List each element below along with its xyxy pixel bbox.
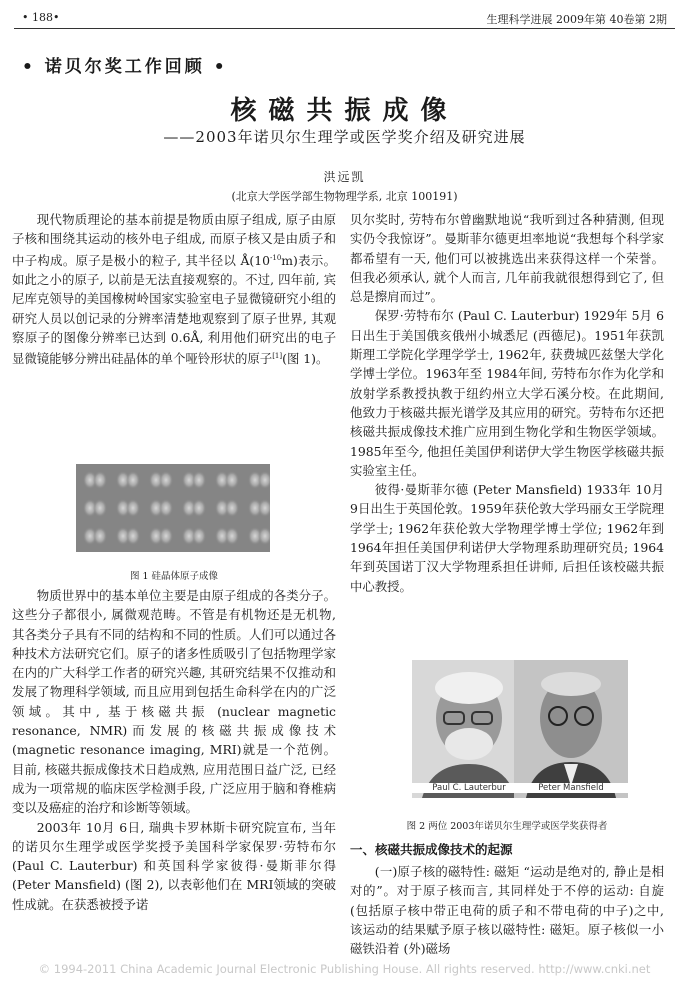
page-number: • 188• — [22, 11, 60, 24]
mansfield-photo — [514, 660, 628, 798]
journal-header: 生理科学进展 2009年第 40卷第 2期 — [486, 13, 667, 26]
atom-blob — [225, 471, 239, 489]
paragraph-quotes: 贝尔奖时, 劳特布尔曾幽默地说“我听到过各种猜测, 但现实仍令我惊讶”。曼斯菲尔德更坦率地说“我想每个科学家都希望有一天, 他们可以被挑选出来获得这样一个荣誉。但我必须承认, 就个人而言, 几年前我就很想得到它了, 但总是擦肩而过”。 — [350, 212, 664, 305]
figure-1-caption: 图 1 硅晶体原子成像 — [129, 571, 219, 582]
left-column-bottom — [12, 586, 336, 914]
citation-ref: [1] — [272, 352, 283, 361]
mansfield-photo-label: Peter Mansfield — [514, 783, 628, 793]
atom-blob — [159, 499, 173, 517]
right-column-bottom — [350, 862, 664, 958]
paragraph-intro: 现代物质理论的基本前提是物质由原子组成, 原子由原子核和围绕其运动的核外电子组成, 而原子核又是由质子和中子构成。原子是极小的粒子, 其半径以 $Å(10^{-10}m)$表示。如此之小的原子, 以前是无法直接观察的。不过, 四年前, 宾尼库克领导的美国橡树岭国家实验室电子显微镜研究小组的研究人员以创记录的分辨率清楚地观察到了原子世界, 其观察原子的图像分辨率已达到 0.6Å, 利用他们研究出的电子显微镜能够分辨出硅晶体的单个哑铃形状的原子[1](图 1)。 — [12, 212, 336, 367]
atom-blob — [126, 499, 140, 517]
paragraph-molecules: 物质世界中的基本单位主要是由原子组成的各类分子。这些分子都很小, 属微观范畴。不管是有机物还是无机物, 其各类分子具有不同的结构和不同的性质。人们可以通过各种技术方法研究它们。原子的诸多性质吸引了包括物理学家在内的广大科学工作者的研究兴趣, 其研究结果不仅推动和发展了物理科学领域, 而且应用到包括生命科学在内的广泛领域。其中, 基于核磁共振 (nuclear magnetic resonance, NMR)而发展的核磁共振成像技术 (magnetic resonance imaging, MRI)就是一个范例。目前, 核磁共振成像技术日趋成熟, 应用范围日益广泛, 已经成为一项常规的临床医学检测手段, 广泛应用于脑和脊椎病变以及癌症的治疗和诊断等领域。 — [12, 588, 336, 816]
atom-blob — [126, 527, 140, 545]
copyright-footer: © 1994-2011 China Academic Journal Electronic Publishing House. All rights reserved. http://www.cnki.net — [38, 962, 651, 976]
header-rule — [14, 28, 675, 29]
section-heading: 一、核磁共振成像技术的起源 — [350, 842, 513, 857]
right-column-top — [350, 210, 664, 596]
atom-blob — [93, 471, 107, 489]
atom-blob — [159, 527, 173, 545]
lauterbur-photo — [412, 660, 526, 798]
atom-blob — [93, 527, 107, 545]
paragraph-magnetic-moment: (一)原子核的磁特性: 磁矩 “运动是绝对的, 静止是相对的”。对于原子核而言, 其同样处于不停的运动: 自旋 (包括原子核中带正电荷的质子和不带电荷的中子)之中, 该运动的结果赋予原子核以磁特性: 磁矩。原子核似一小磁铁沿着 (外)磁场 — [350, 864, 664, 957]
atom-blob — [126, 471, 140, 489]
atom-blob — [225, 527, 239, 545]
article-subtitle: ——2003年诺贝尔生理学或医学奖介绍及研究进展 — [163, 128, 526, 146]
atom-blob — [192, 499, 206, 517]
atom-blob — [192, 471, 206, 489]
author: 洪远凯 — [323, 170, 366, 184]
atom-blob — [192, 527, 206, 545]
atom-blob — [225, 499, 239, 517]
lauterbur-photo-label: Paul C. Lauterbur — [412, 783, 526, 793]
left-column-top — [12, 210, 336, 369]
figure-silicon-atoms — [76, 464, 270, 552]
atom-blob — [93, 499, 107, 517]
figure-2-caption: 图 2 两位 2003年诺贝尔生理学或医学奖获得者 — [406, 821, 608, 832]
paragraph-mansfield: 彼得·曼斯菲尔德 (Peter Mansfield) 1933年 10月 9日出生于英国伦敦。1959年获伦敦大学玛丽女王学院理学学士; 1962年获伦敦大学物理学博士学位; 1962年到 1964年担任美国伊利诺伊大学物理系助理研究员; 1964年到英国诺丁汉大学物理系担任讲师, 后担任该校磁共振中心教授。 — [350, 482, 664, 594]
atom-blob — [159, 471, 173, 489]
paragraph-nobel: 2003年 10月 6日, 瑞典卡罗林斯卡研究院宣布, 当年的诺贝尔生理学或医学奖授予美国科学家保罗·劳特布尔 (Paul C. Lauterbur) 和英国科学家彼得·曼斯菲尔得 (Peter Mansfield) (图 2), 以表彰他们在 MRI领域的突破性成就。在获悉被授予诺 — [12, 819, 336, 912]
affiliation: (北京大学医学部生物物理学系, 北京 100191) — [231, 190, 458, 203]
section-title: • 诺贝尔奖工作回顾 • — [22, 57, 228, 77]
article-title: 核磁共振成像 — [230, 96, 459, 126]
paragraph-lauterbur: 保罗·劳特布尔 (Paul C. Lauterbur) 1929年 5月 6日出生于美国俄亥俄州小城悉尼 (西德尼)。1951年获凯斯理工学院化学理学学士, 1962年, 获费城匹兹堡大学化学博士学位。1963年至 1984年间, 劳特布尔作为化学和放射学系教授执教于纽约州立大学石溪分校。在此期间, 他致力于核磁共振光谱学及其应用的研究。劳特布尔还把核磁共振成像技术推广应用到生物化学和生物医学领域。1985年至今, 他担任美国伊利诺伊大学生物医学核磁共振实验室主任。 — [350, 308, 664, 478]
